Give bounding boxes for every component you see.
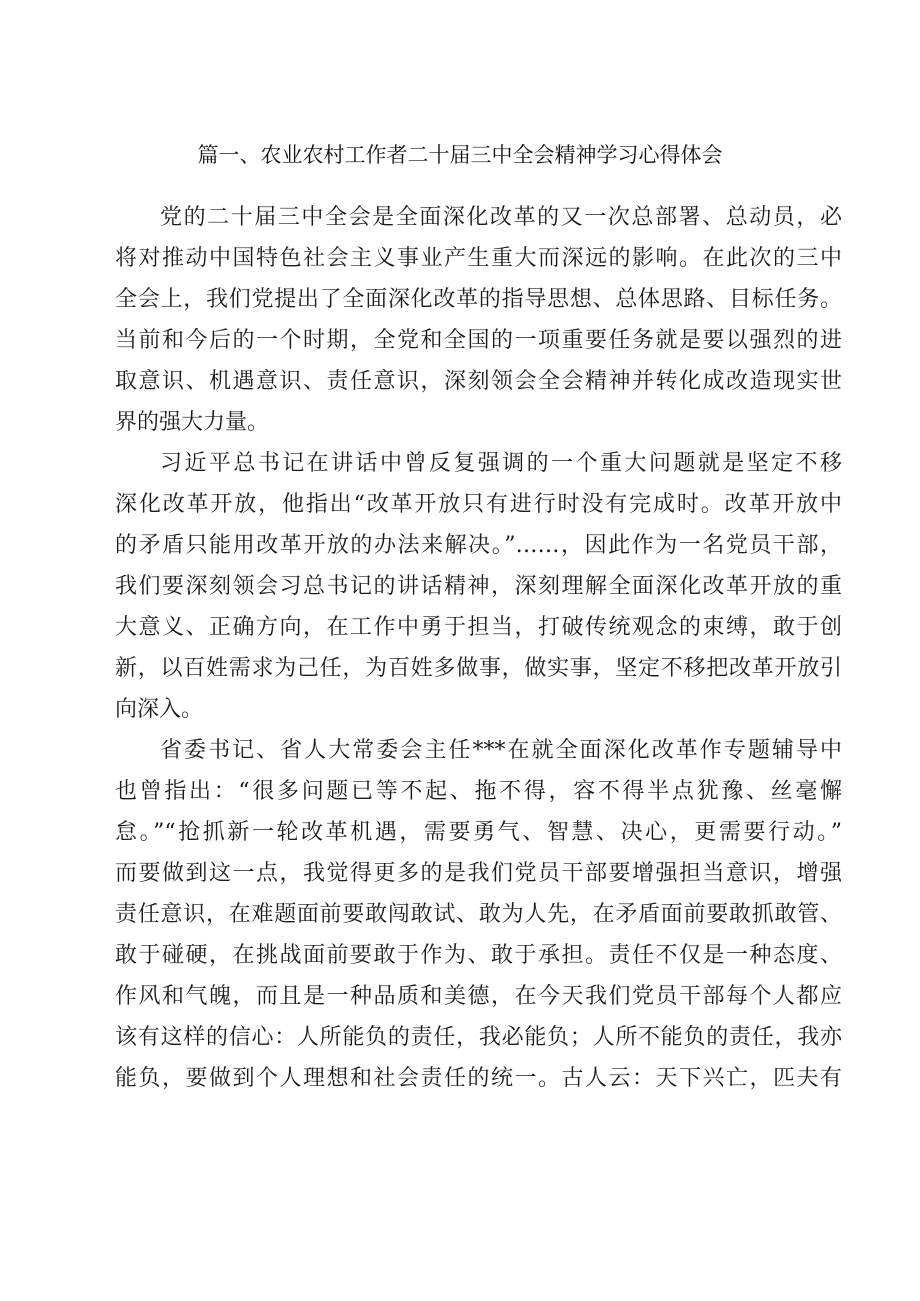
- paragraph-2-line-6: 新，以百姓需求为己任，为百姓多做事，做实事，坚定不移把改革开放引: [115, 656, 842, 681]
- paragraph-2-line-1: 习近平总书记在讲话中曾反复强调的一个重大问题就是坚定不移: [160, 451, 842, 476]
- paragraph-3-line-1: 省委书记、省人大常委会主任***在就全面深化改革作专题辅导中: [160, 738, 842, 763]
- paragraph-2-line-3: 的矛盾只能用改革开放的办法来解决。”……，因此作为一名党员干部，: [115, 533, 842, 558]
- paragraph-3-line-7: 作风和气魄，而且是一种品质和美德，在今天我们党员干部每个人都应: [115, 984, 842, 1009]
- paragraph-3-line-8: 该有这样的信心：人所能负的责任，我必能负；人所不能负的责任，我亦: [115, 1025, 842, 1050]
- paragraph-1-line-4: 当前和今后的一个时期，全党和全国的一项重要任务就是要以强烈的进: [115, 328, 842, 353]
- paragraph-1-line-2: 将对推动中国特色社会主义事业产生重大而深远的影响。在此次的三中: [115, 246, 842, 271]
- paragraph-1-line-6: 界的强大力量。: [115, 410, 270, 435]
- paragraph-1-line-3: 全会上，我们党提出了全面深化改革的指导思想、总体思路、目标任务。: [115, 287, 842, 312]
- paragraph-2-line-4: 我们要深刻领会习总书记的讲话精神，深刻理解全面深化改革开放的重: [115, 574, 842, 599]
- paragraph-2-line-5: 大意义、正确方向，在工作中勇于担当，打破传统观念的束缚，敢于创: [115, 615, 842, 640]
- paragraph-2-line-7: 向深入。: [115, 697, 204, 722]
- paragraph-3-line-6: 敢于碰硬，在挑战面前要敢于作为、敢于承担。责任不仅是一种态度、: [115, 943, 842, 968]
- paragraph-1-line-1: 党的二十届三中全会是全面深化改革的又一次总部署、总动员，必: [160, 205, 842, 230]
- paragraph-2-line-2: 深化改革开放，他指出“改革开放只有进行时没有完成时。改革开放中: [115, 492, 842, 517]
- paragraph-3-line-5: 责任意识，在难题面前要敢闯敢试、敢为人先，在矛盾面前要敢抓敢管、: [115, 902, 842, 927]
- document-title: 篇一、农业农村工作者二十届三中全会精神学习心得体会: [197, 143, 723, 167]
- paragraph-3-line-2: 也曾指出：“很多问题已等不起、拖不得，容不得半点犹豫、丝毫懈: [115, 779, 842, 804]
- paragraph-1-line-5: 取意识、机遇意识、责任意识，深刻领会全会精神并转化成改造现实世: [115, 369, 842, 394]
- paragraph-3-line-3: 怠。”“抢抓新一轮改革机遇，需要勇气、智慧、决心，更需要行动。”: [115, 820, 842, 845]
- paragraph-3-line-9: 能负，要做到个人理想和社会责任的统一。古人云：天下兴亡，匹夫有: [115, 1066, 842, 1091]
- paragraph-3-line-4: 而要做到这一点，我觉得更多的是我们党员干部要增强担当意识，增强: [115, 861, 842, 886]
